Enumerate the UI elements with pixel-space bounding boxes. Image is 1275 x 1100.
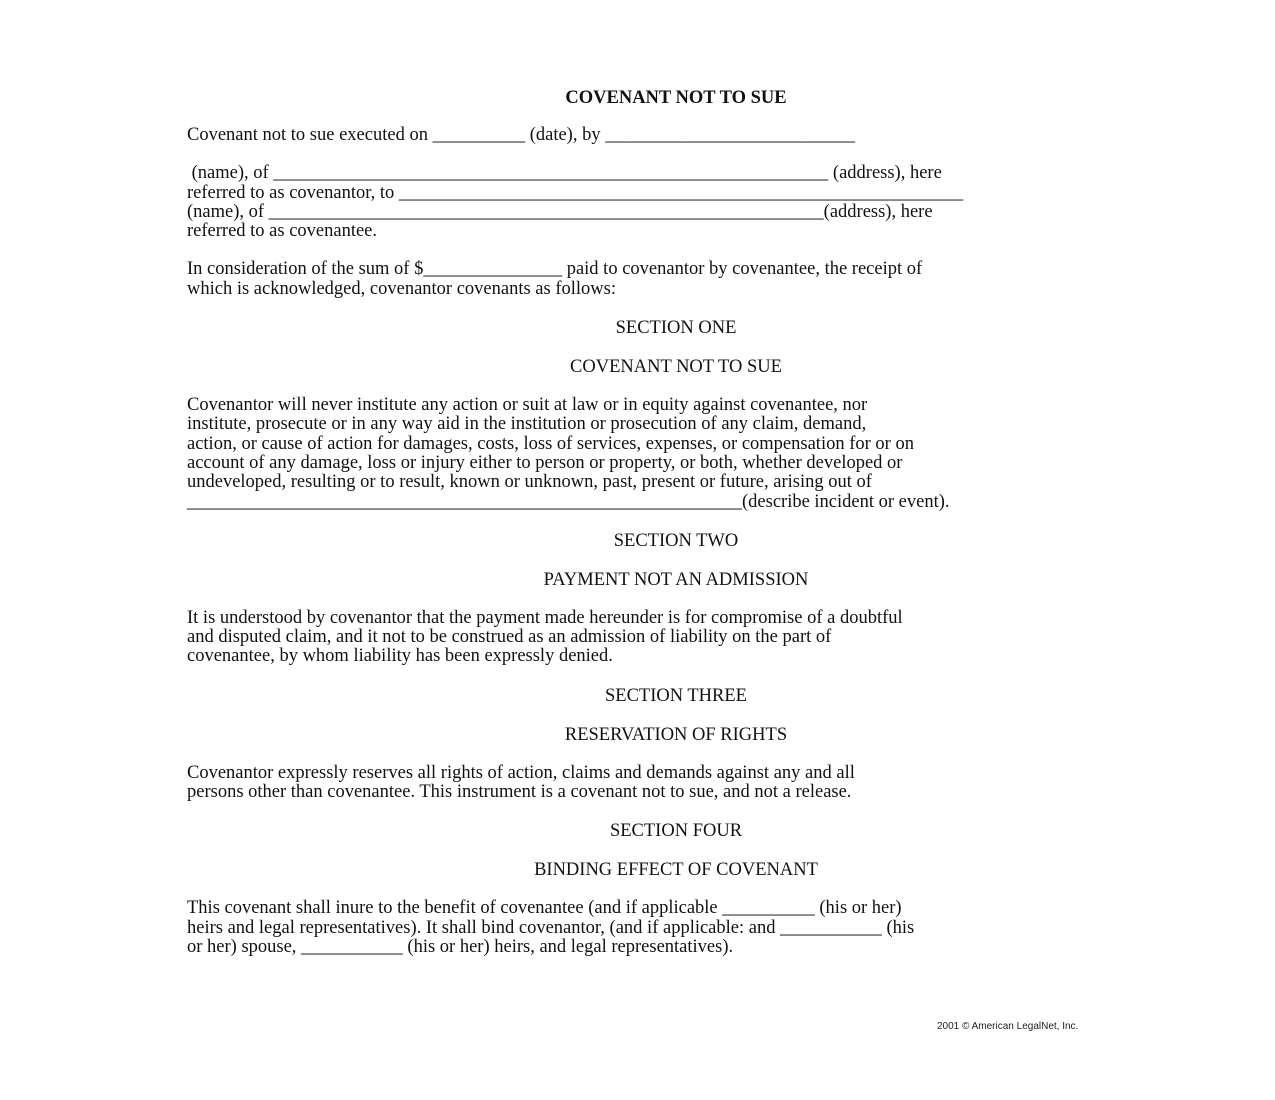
text-line: institute, prosecute or in any way aid in the institution or prosecution of any claim, demand, [187, 414, 867, 435]
text-line: referred to as covenantor, to _____________________________________________________________ [187, 182, 964, 203]
text-line: It is understood by covenantor that the payment made hereunder is for compromise of a doubtful [187, 607, 903, 628]
copyright-footer: 2001 © American LegalNet, Inc. [937, 1021, 1079, 1032]
intro-first-line [187, 126, 1177, 145]
section-four-number: SECTION FOUR [609, 821, 743, 842]
consideration-paragraph [187, 260, 1177, 299]
section-four-heading: BINDING EFFECT OF COVENANT [534, 860, 818, 881]
document-body [187, 88, 1177, 976]
text-line: undeveloped, resulting or to result, known or unknown, past, present or future, arising out of [187, 472, 872, 493]
text-line: (name), of ____________________________________________________________(address), here [187, 201, 933, 222]
text-line: heirs and legal representatives). It shall bind covenantor, (and if applicable: and ___________ (his [187, 917, 915, 938]
text-line: referred to as covenantee. [187, 221, 378, 242]
text-line: This covenant shall inure to the benefit of covenantee (and if applicable __________ (his or her) [187, 898, 902, 919]
text-line: or her) spouse, ___________ (his or her) heirs, and legal representatives). [187, 936, 734, 957]
text-line: Covenant not to sue executed on __________ (date), by ___________________________ [187, 125, 855, 145]
section-two-number: SECTION TWO [613, 530, 739, 551]
section-three-number: SECTION THREE [604, 685, 747, 706]
section-two-body [187, 609, 1177, 667]
section-three-body [187, 764, 1177, 803]
text-line: (name), of ____________________________________________________________ (address), here [187, 163, 942, 184]
section-one-number: SECTION ONE [615, 318, 737, 339]
text-line: ____________________________________________________________(describe incident or event). [187, 491, 950, 512]
text-line: account of any damage, loss or injury either to person or property, or both, whether developed or [187, 452, 903, 473]
text-line: persons other than covenantee. This instrument is a covenant not to sue, and not a release. [187, 782, 852, 803]
text-line: Covenantor will never institute any action or suit at law or in equity against covenantee, nor [187, 395, 868, 416]
text-line: and disputed claim, and it not to be construed as an admission of liability on the part of [187, 627, 832, 648]
section-two-heading: PAYMENT NOT AN ADMISSION [543, 569, 809, 590]
text-line: action, or cause of action for damages, costs, loss of services, expenses, or compensation for or on [187, 433, 914, 454]
section-one-heading: COVENANT NOT TO SUE [570, 357, 782, 378]
document-title: COVENANT NOT TO SUE [565, 88, 787, 108]
section-four-body [187, 899, 1177, 957]
text-line: which is acknowledged, covenantor covenants as follows: [187, 278, 616, 299]
text-line: In consideration of the sum of $_______________ paid to covenantor by covenantee, the receipt of [187, 259, 923, 280]
text-line: covenantee, by whom liability has been expressly denied. [187, 646, 613, 667]
section-three-heading: RESERVATION OF RIGHTS [564, 724, 788, 745]
intro-parties-block [187, 164, 1177, 241]
text-line: Covenantor expressly reserves all rights of action, claims and demands against any and all [187, 762, 855, 783]
section-one-body [187, 396, 1177, 512]
